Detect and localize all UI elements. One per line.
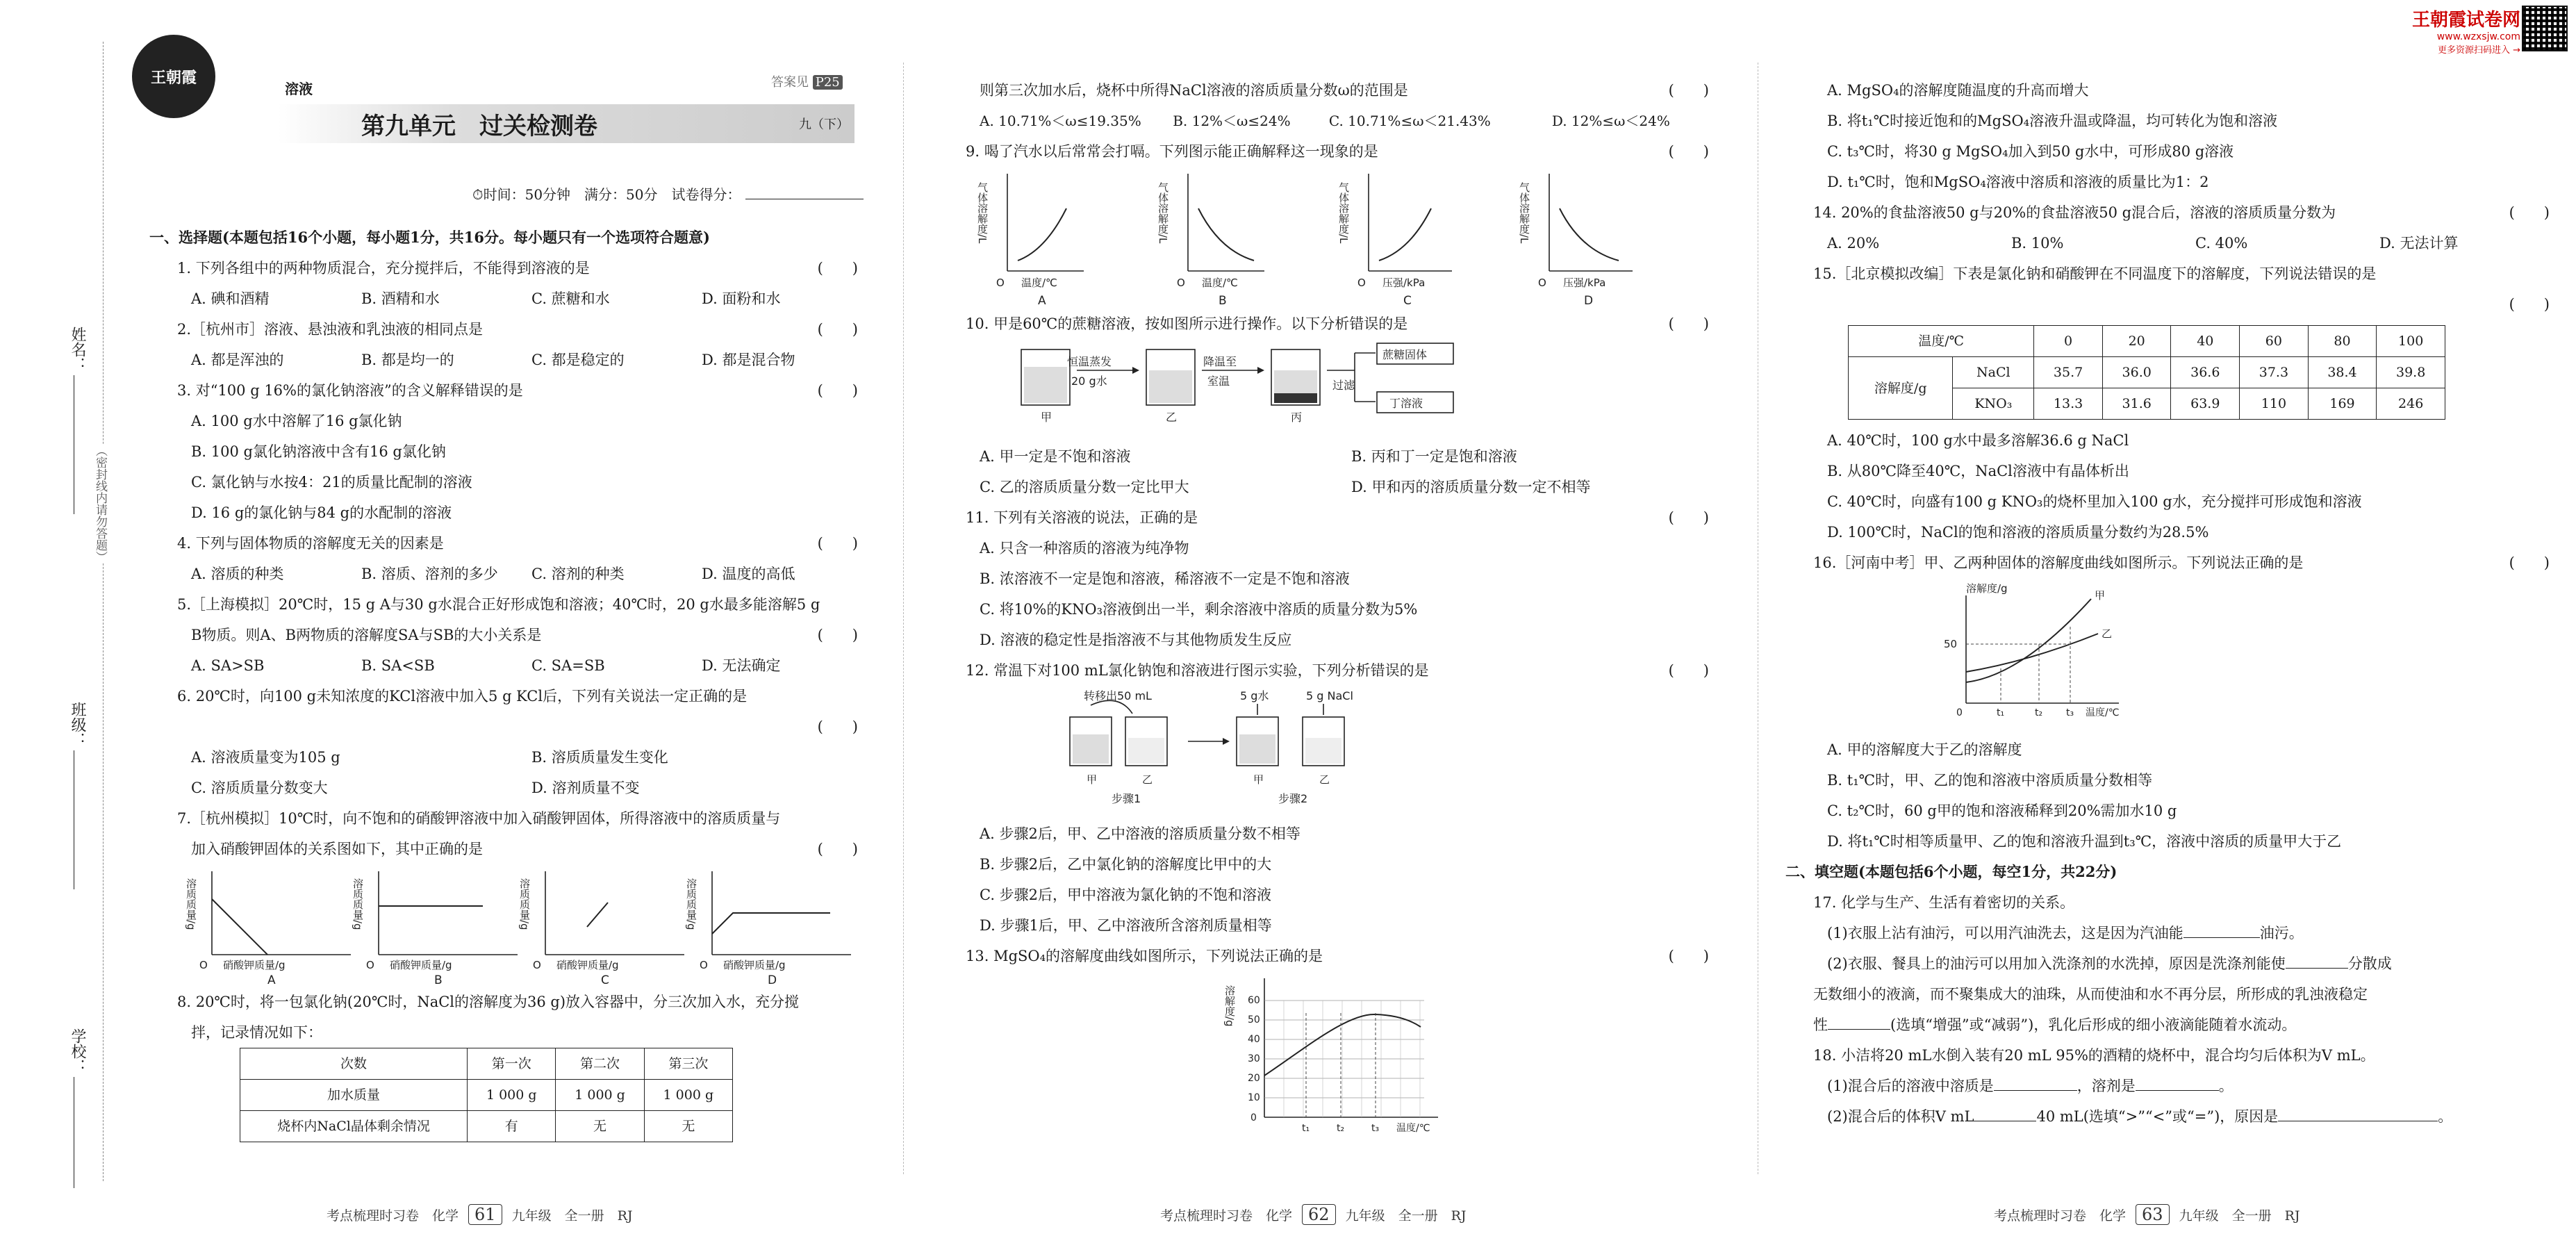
watermark: 王朝霞试卷网 www.wzxsjw.com 更多资源扫码进入 → bbox=[2411, 10, 2520, 56]
fill-blank[interactable] bbox=[2286, 950, 2348, 969]
svg-text:气体溶解度/L: 气体溶解度/L bbox=[1157, 182, 1169, 244]
option[interactable]: B. 10% bbox=[2011, 235, 2064, 252]
question-12: 12. 常温下对100 mL氯化钠饱和溶液进行图示实验，下列分析错误的是 ( ) 转移出50 mL 甲 乙 步骤1 5 g水 5 g NaCl 甲 乙 步骤2 A. 步骤2后，甲、乙中溶液的溶质质量分数不相等 B. 步骤2后，乙中氯化钠的溶解度比甲中的大 C. 步骤2后，甲中溶液为氯化钠的不饱和溶液 D. 步骤1后，甲、乙中溶液所含溶剂质量相等 bbox=[938, 655, 1723, 941]
answer-blank[interactable]: ( ) bbox=[2509, 296, 2550, 313]
question-16: 16.［河南中考］甲、乙两种固体的溶解度曲线如图所示。下列说法正确的是 ( ) 溶解度/g 50 甲 乙 0 t₁ t₂ t₃ 温度/℃ A. 甲的溶解度大于乙的溶解度 B. t₁℃时，甲、乙的饱和溶液中溶质质量分数相等 C. t₂℃时，60 g甲的饱和溶液稀释到20%需加水10 g D. 将t₁℃时相等质量甲、乙的饱和溶液升温到t₃℃，溶液中溶质的质量甲大于乙 bbox=[1785, 548, 2563, 857]
svg-text:恒温蒸发: 恒温蒸发 bbox=[1067, 355, 1112, 368]
svg-text:40: 40 bbox=[1248, 1034, 1260, 1045]
question-4: 4. 下列与固体物质的溶解度无关的因素是 ( ) A. 溶质的种类 B. 溶质、溶剂的多少 C. 溶剂的种类 D. 温度的高低 bbox=[149, 528, 872, 589]
svg-text:气体溶解度/L: 气体溶解度/L bbox=[1518, 182, 1530, 244]
svg-text:气体溶解度/L: 气体溶解度/L bbox=[1337, 182, 1350, 244]
option[interactable]: B. 丙和丁一定是饱和溶液 bbox=[1351, 448, 1517, 465]
seal-notice: （密封线内请勿答题） bbox=[92, 445, 109, 563]
question-2: 2.［杭州市］溶液、悬浊液和乳浊液的相同点是 ( ) A. 都是浑浊的 B. 都是均一的 C. 都是稳定的 D. 都是混合物 bbox=[149, 314, 872, 375]
option[interactable]: C. 乙的溶质质量分数一定比甲大 bbox=[980, 479, 1189, 495]
section-heading-1: 一、选择题(本题包括16个小题，每小题1分，共16分。每小题只有一个选项符合题意) bbox=[149, 229, 710, 246]
question-18: 18. 小洁将20 mL水倒入装有20 mL 95%的酒精的烧杯中，混合均匀后体积为V mL。 (1)混合后的溶液中溶质是 ，溶剂是 。 (2)混合后的体积V mL 40 mL(选填“>”“<”或“=”)，原因是 。 bbox=[1813, 1047, 2453, 1125]
answer-blank[interactable]: ( ) bbox=[817, 718, 858, 735]
answer-blank[interactable]: ( ) bbox=[817, 535, 858, 552]
option[interactable]: C. t₃℃时，将30 g MgSO₄加入到50 g水中，可形成80 g溶液 bbox=[1827, 143, 2234, 160]
answer-blank[interactable]: ( ) bbox=[817, 321, 858, 338]
svg-text:O: O bbox=[366, 959, 374, 971]
answer-blank[interactable]: ( ) bbox=[1668, 948, 1709, 964]
question-7: 7.［杭州模拟］10℃时，向不饱和的硝酸钾溶液中加入硝酸钾固体，所得溶液中的溶质质量与 加入硝酸钾固体的关系图如下，其中正确的是 ( ) 溶质质量/g O 硝酸钾质量/g A 溶质质量/g O 硝酸钾质量/g B 溶质质量/g O 硝酸钾质量/g C 溶质质量/g O 硝酸钾质量/g D bbox=[149, 803, 872, 987]
page-62 bbox=[889, 0, 1744, 1243]
option[interactable]: A. 碘和酒精 bbox=[191, 290, 270, 307]
option[interactable]: A. 都是浑浊的 bbox=[191, 352, 284, 368]
svg-text:温度/℃: 温度/℃ bbox=[1021, 277, 1057, 289]
svg-text:t₂: t₂ bbox=[2035, 707, 2043, 718]
svg-text:乙: 乙 bbox=[1166, 411, 1178, 424]
question-9: 9. 喝了汽水以后常常会打嗝。下列图示能正确解释这一现象的是 ( ) 气体溶解度/L O 温度/℃ A 气体溶解度/L O 温度/℃ B 气体溶解度/L O 压强/kPa C 气体溶解度/L O 压强/kPa D bbox=[938, 136, 1723, 308]
option[interactable]: B. 12%＜ω≤24% bbox=[1173, 113, 1291, 129]
svg-text:B: B bbox=[1219, 294, 1227, 308]
option[interactable]: B. SA<SB bbox=[361, 657, 435, 674]
answer-page: P25 bbox=[813, 75, 843, 90]
svg-text:O: O bbox=[700, 959, 708, 971]
option[interactable]: D. 无法确定 bbox=[702, 657, 781, 674]
answer-blank[interactable]: ( ) bbox=[2509, 554, 2550, 571]
question-10: 10. 甲是60℃的蔗糖溶液，按如图所示进行操作。以下分析错误的是 ( ) 恒温蒸发 20 g水 降温至 室温 过滤 蔗糖固体 丁溶液 甲 乙 丙 A. 甲一定是不饱和溶液 B. 丙和丁一定是饱和溶液 C. 乙的溶质质量分数一定比甲大 D. 甲和丙的溶质质量分数一定不相等 bbox=[938, 308, 1723, 502]
score-field[interactable] bbox=[745, 181, 864, 199]
svg-text:0: 0 bbox=[1250, 1112, 1257, 1123]
option[interactable]: B. 从80℃降至40℃，NaCl溶液中有晶体析出 bbox=[1827, 463, 2129, 479]
page-number: 61 bbox=[468, 1204, 502, 1225]
answer-blank[interactable]: ( ) bbox=[1668, 143, 1709, 160]
option[interactable]: D. 16 g的氯化钠与84 g的水配制的溶液 bbox=[191, 504, 452, 521]
q7-graphs bbox=[177, 864, 872, 987]
answer-blank[interactable]: ( ) bbox=[1668, 662, 1709, 679]
page-63 bbox=[1744, 0, 2576, 1243]
svg-text:硝酸钾质量/g: 硝酸钾质量/g bbox=[223, 959, 286, 971]
page-title: 第九单元 过关检测卷 bbox=[361, 113, 597, 140]
answer-blank[interactable]: ( ) bbox=[1668, 509, 1709, 526]
graph-a[interactable] bbox=[185, 864, 358, 987]
graph-label: A bbox=[267, 973, 276, 987]
svg-text:甲: 甲 bbox=[1087, 773, 1098, 786]
svg-text:溶解度/g: 溶解度/g bbox=[1966, 582, 2008, 595]
graph-b[interactable] bbox=[352, 864, 525, 987]
svg-text:20: 20 bbox=[1248, 1073, 1260, 1084]
binding-line bbox=[103, 42, 104, 1181]
svg-text:0: 0 bbox=[1956, 707, 1963, 718]
answer-blank[interactable]: ( ) bbox=[817, 841, 858, 857]
option[interactable]: A. 只含一种溶质的溶液为纯净物 bbox=[980, 540, 1189, 557]
exam-info: ⏱时间：50分钟 满分：50分 试卷得分： bbox=[472, 181, 864, 204]
option[interactable]: D. 甲和丙的溶质质量分数一定不相等 bbox=[1351, 479, 1591, 495]
option[interactable]: B. 浓溶液不一定是饱和溶液，稀溶液不一定是不饱和溶液 bbox=[980, 570, 1350, 587]
option[interactable]: D. t₁℃时，饱和MgSO₄溶液中溶质和溶液的质量比为1：2 bbox=[1827, 174, 2209, 190]
graph-d[interactable] bbox=[1518, 167, 1702, 308]
svg-text:O: O bbox=[996, 277, 1005, 289]
graph-ylabel: 溶质质量/g bbox=[185, 878, 197, 930]
answer-blank[interactable]: ( ) bbox=[817, 382, 858, 399]
svg-text:O: O bbox=[533, 959, 541, 971]
svg-text:t₃: t₃ bbox=[2066, 707, 2074, 718]
svg-text:乙: 乙 bbox=[2102, 627, 2113, 640]
svg-text:蔗糖固体: 蔗糖固体 bbox=[1382, 348, 1428, 361]
option[interactable]: C. 将10%的KNO₃溶液倒出一半，剩余溶液中溶质的质量分数为5% bbox=[980, 601, 1418, 618]
column-1 bbox=[149, 222, 872, 1142]
svg-text:硝酸钾质量/g: 硝酸钾质量/g bbox=[556, 959, 619, 971]
option[interactable]: A. 溶液质量变为105 g bbox=[191, 749, 340, 766]
subject-tag: 溶液 bbox=[285, 81, 313, 97]
graph-label: D bbox=[768, 973, 777, 987]
option[interactable]: A. 甲的溶解度大于乙的溶解度 bbox=[1827, 741, 2022, 758]
svg-text:溶解度/g: 溶解度/g bbox=[1223, 985, 1236, 1027]
column-3 bbox=[1785, 75, 2563, 1132]
option[interactable]: A. 步骤2后，甲、乙中溶液的溶质质量分数不相等 bbox=[980, 825, 1301, 842]
option[interactable]: A. 40℃时，100 g水中最多溶解36.6 g NaCl bbox=[1827, 432, 2129, 449]
option[interactable]: D. 温度的高低 bbox=[702, 566, 795, 582]
q8-table: 次数 第一次 第二次 第三次 加水质量 1 000 g 1 000 g 1 000 g 烧杯内NaCl晶体剩余情况 有 无 无 bbox=[240, 1048, 733, 1142]
option[interactable]: D. 无法计算 bbox=[2379, 235, 2459, 252]
q10-diagram bbox=[980, 339, 1674, 431]
option[interactable]: C. 蔗糖和水 bbox=[531, 290, 610, 307]
fill-blank[interactable] bbox=[1828, 1011, 1890, 1030]
footer-62: 考点梳理时习卷 化学 62 九年级 全一册 RJ bbox=[1160, 1205, 1467, 1224]
question-1: 1. 下列各组中的两种物质混合，充分搅拌后，不能得到溶液的是 ( ) A. 碘和酒精 B. 酒精和水 C. 蔗糖和水 D. 面粉和水 bbox=[149, 253, 872, 314]
svg-text:过滤: 过滤 bbox=[1332, 379, 1355, 392]
svg-text:5 g NaCl: 5 g NaCl bbox=[1306, 689, 1353, 702]
graph-ylabel: 溶质质量/g bbox=[352, 878, 364, 930]
svg-text:硝酸钾质量/g: 硝酸钾质量/g bbox=[390, 959, 452, 971]
graph-c[interactable] bbox=[518, 864, 691, 987]
school-label: 学校： bbox=[69, 1028, 86, 1074]
svg-text:t₃: t₃ bbox=[1371, 1123, 1380, 1134]
option[interactable]: C. t₂℃时，60 g甲的饱和溶液稀释到20%需加水10 g bbox=[1827, 802, 2177, 819]
graph-c[interactable] bbox=[1337, 167, 1521, 308]
option[interactable]: A. 溶质的种类 bbox=[191, 566, 284, 582]
option[interactable]: B. 溶质、溶剂的多少 bbox=[361, 566, 498, 582]
svg-text:降温至: 降温至 bbox=[1203, 355, 1237, 368]
option[interactable]: C. 40% bbox=[2195, 235, 2248, 252]
option[interactable]: B. 都是均一的 bbox=[361, 352, 454, 368]
page-number: 63 bbox=[2136, 1204, 2170, 1225]
svg-text:t₁: t₁ bbox=[1302, 1123, 1310, 1134]
option[interactable]: B. 步骤2后，乙中氯化钠的溶解度比甲中的大 bbox=[980, 856, 1272, 873]
option[interactable]: C. 10.71%≤ω＜21.43% bbox=[1328, 113, 1491, 129]
q13-chart bbox=[966, 971, 1660, 1138]
page-divider bbox=[903, 63, 904, 1174]
svg-text:乙: 乙 bbox=[1142, 773, 1153, 786]
svg-text:甲: 甲 bbox=[2095, 589, 2106, 602]
svg-text:温度/℃: 温度/℃ bbox=[1396, 1123, 1430, 1134]
svg-text:温度/℃: 温度/℃ bbox=[1202, 277, 1238, 289]
svg-text:甲: 甲 bbox=[1041, 411, 1052, 424]
table-row: 加水质量 1 000 g 1 000 g 1 000 g bbox=[240, 1080, 733, 1111]
svg-text:50: 50 bbox=[1248, 1014, 1260, 1026]
answer-blank[interactable]: ( ) bbox=[817, 260, 858, 277]
option[interactable]: D. 溶剂质量不变 bbox=[531, 780, 640, 796]
answer-blank[interactable]: ( ) bbox=[1668, 82, 1709, 99]
option[interactable]: A. SA>SB bbox=[191, 657, 265, 674]
option[interactable]: D. 都是混合物 bbox=[702, 352, 795, 368]
option[interactable]: C. 40℃时，向盛有100 g KNO₃的烧杯里加入100 g水，充分搅拌可形成饱和溶液 bbox=[1827, 493, 2362, 510]
fill-blank[interactable] bbox=[1974, 1103, 2036, 1121]
svg-text:转移出50 mL: 转移出50 mL bbox=[1084, 689, 1152, 702]
option[interactable]: C. SA=SB bbox=[531, 657, 605, 674]
qr-code-icon bbox=[2522, 6, 2568, 51]
table-row: 溶解度/g NaCl 35.7 36.0 36.6 37.3 38.4 39.8 bbox=[1849, 357, 2445, 388]
question-8: 8. 20℃时，将一包氯化钠(20℃时，NaCl的溶解度为36 g)放入容器中，分三次加入水，充分搅 拌，记录情况如下： 次数 第一次 第二次 第三次 加水质量 1 000 g 1 000 g 1 000 g 烧杯内NaCl晶体剩余情况 有 无 无 bbox=[149, 987, 872, 1142]
q16-chart bbox=[1813, 578, 2508, 724]
option[interactable]: D. 将t₁℃时相等质量甲、乙的饱和溶液升温到t₃℃，溶液中溶质的质量甲大于乙 bbox=[1827, 833, 2342, 850]
option[interactable]: C. 溶剂的种类 bbox=[531, 566, 625, 582]
footer-63: 考点梳理时习卷 化学 63 九年级 全一册 RJ bbox=[1994, 1205, 2300, 1224]
fill-blank[interactable] bbox=[2136, 1072, 2219, 1091]
column-2: 则第三次加水后，烧杯中所得NaCl溶液的溶质质量分数ω的范围是 ( ) A. 10.71%＜ω≤19.35% B. 12%＜ω≤24% C. 10.71%≤ω＜21.43% D. 12%≤ω＜24% 9. 喝了汽水以后常常会打嗝。下列图示能正确解释这一现象的是 ( ) 气体溶解度/L O 温度/℃ A 气体溶解度/L O 温度/℃ B 气体溶解度/L O 压强/kPa C 气体溶解度/L O 压强/kPa D 10. 甲是60℃的蔗糖溶液，按如图所示进行操作。以下分析错误的是 ( ) 恒温蒸发 20 g水 降温至 室温 过滤 蔗糖固体 丁溶液 甲 乙 丙 A. 甲一定是不饱和溶液 B. 丙和丁一定是饱和溶液 C. 乙的溶质质量分数一定比甲大 D. 甲和丙的溶质质量分数一定不相等 11. 下列有关溶液的说法，正确的是 ( ) A. 只含一种溶质的溶液为纯净物 B. 浓溶液不一定是饱和溶液，稀溶液不一定是不饱和溶液 C. 将10%的KNO₃溶液倒出一半，剩余溶液中溶质的质量分数为5% D. 溶液的稳定性是指溶液不与其他物质发生反应 12. 常温下对100 mL氯化钠饱和溶液进行图示实验，下列分析错误的是 ( ) 转移出50 mL 甲 乙 步骤1 5 g水 5 g NaCl 甲 乙 步骤2 A. 步骤2后，甲、乙中溶液的溶质质量分数不相等 B. 步骤2后，乙中氯化钠的溶解度比甲中的大 C. 步骤2后，甲中溶液为氯化钠的不饱和溶液 D. 步骤1后，甲、乙中溶液所含溶剂质量相等 13. MgSO₄的溶解度曲线如图所示，下列说法正确的是 ( ) 溶解度/g 0 10 20 30 40 50 60 t₁ t₂ t₃ 温度/℃ bbox=[938, 75, 1723, 1149]
graph-label: B bbox=[434, 973, 443, 987]
option[interactable]: D. 12%≤ω＜24% bbox=[1551, 113, 1670, 129]
option[interactable]: B. 100 g氯化钠溶液中含有16 g氯化钠 bbox=[191, 443, 446, 460]
option[interactable]: A. 甲一定是不饱和溶液 bbox=[980, 448, 1131, 465]
answer-blank[interactable]: ( ) bbox=[2509, 204, 2550, 221]
page-number: 62 bbox=[1302, 1204, 1336, 1225]
graph-ylabel: 溶质质量/g bbox=[685, 878, 697, 930]
table-row: 烧杯内NaCl晶体剩余情况 有 无 无 bbox=[240, 1111, 733, 1142]
svg-text:O: O bbox=[1357, 277, 1366, 289]
option[interactable]: C. 步骤2后，甲中溶液为氯化钠的不饱和溶液 bbox=[980, 887, 1272, 903]
option[interactable]: A. 100 g水中溶解了16 g氯化钠 bbox=[191, 413, 402, 429]
svg-text:t₁: t₁ bbox=[1997, 707, 2005, 718]
brand-logo: 王朝霞 bbox=[132, 35, 215, 118]
option[interactable]: B. 酒精和水 bbox=[361, 290, 440, 307]
svg-text:气体溶解度/L: 气体溶解度/L bbox=[976, 182, 989, 244]
q12-diagram bbox=[980, 686, 1674, 808]
name-label: 姓名： bbox=[69, 327, 86, 372]
option[interactable]: B. 溶质质量发生变化 bbox=[531, 749, 668, 766]
q15-table: 温度/℃ 0 20 40 60 80 100 溶解度/g NaCl 35.7 36.0 36.6 37.3 38.4 39.8 KNO₃ 13.3 31.6 63.9 110 169 246 bbox=[1848, 325, 2445, 420]
answer-blank[interactable]: ( ) bbox=[1668, 315, 1709, 332]
option[interactable]: A. 10.71%＜ω≤19.35% bbox=[980, 113, 1141, 129]
svg-text:硝酸钾质量/g: 硝酸钾质量/g bbox=[723, 959, 786, 971]
option[interactable]: B. 将t₁℃时接近饱和的MgSO₄溶液升温或降温，均可转化为饱和溶液 bbox=[1827, 113, 2278, 129]
option[interactable]: D. 步骤1后，甲、乙中溶液所含溶剂质量相等 bbox=[980, 917, 1272, 934]
question-14: 14. 20%的食盐溶液50 g与20%的食盐溶液50 g混合后，溶液的溶质质量分数为 ( ) A. 20% B. 10% C. 40% D. 无法计算 bbox=[1785, 197, 2563, 258]
section-heading-2: 二、填空题(本题包括6个小题，每空1分，共22分) bbox=[1785, 863, 2117, 880]
graph-d[interactable] bbox=[685, 864, 858, 987]
svg-text:t₂: t₂ bbox=[1337, 1123, 1345, 1134]
question-5: 5.［上海模拟］20℃时，15 g A与30 g水混合正好形成饱和溶液；40℃时，20 g水最多能溶解5 g B物质。则A、B两物质的溶解度SA与SB的大小关系是 ( ) A. SA>SB B. SA<SB C. SA=SB D. 无法确定 bbox=[149, 589, 872, 681]
option[interactable]: C. 氯化钠与水按4：21的质量比配制的溶液 bbox=[191, 474, 472, 491]
option[interactable]: D. 面粉和水 bbox=[702, 290, 781, 307]
option[interactable]: C. 都是稳定的 bbox=[531, 352, 625, 368]
option[interactable]: D. 100℃时，NaCl的饱和溶液的溶质质量分数约为28.5% bbox=[1827, 524, 2209, 541]
question-6: 6. 20℃时，向100 g未知浓度的KCl溶液中加入5 g KCl后，下列有关说法一定正确的是 ( ) A. 溶液质量变为105 g B. 溶质质量发生变化 C. 溶质质量分数变大 D. 溶剂质量不变 bbox=[149, 681, 872, 803]
answer-ref: 答案见 P25 bbox=[771, 72, 843, 90]
grade-tag: 九（下） bbox=[799, 117, 849, 132]
graph-label: C bbox=[601, 973, 609, 987]
question-17: 17. 化学与生产、生活有着密切的关系。 (1)衣服上沾有油污，可以用汽油洗去，这是因为汽油能 油污。 (2)衣服、餐具上的油污可以用加入洗涤剂的水洗掉，原因是洗涤剂能使 分散成 无数细小的液滴，而不聚集成大的油珠，从而使油和水不再分层，所形成的乳浊液稳定 性 (选填“增强”或“减弱”)，乳化后形成的细小液滴能随着水流动。 bbox=[1813, 894, 2392, 1033]
svg-text:5 g水: 5 g水 bbox=[1240, 689, 1269, 702]
svg-text:30: 30 bbox=[1248, 1053, 1260, 1064]
page-61 bbox=[0, 0, 889, 1243]
svg-text:压强/kPa: 压强/kPa bbox=[1382, 277, 1426, 289]
table-row: KNO₃ 13.3 31.6 63.9 110 169 246 bbox=[1849, 388, 2445, 420]
svg-text:丁溶液: 丁溶液 bbox=[1389, 397, 1423, 410]
question-3: 3. 对“100 g 16%的氯化钠溶液”的含义解释错误的是 ( ) A. 100 g水中溶解了16 g氯化钠 B. 100 g氯化钠溶液中含有16 g氯化钠 C. 氯化钠与水按4：21的质量比配制的溶液 D. 16 g的氯化钠与84 g的水配制的溶液 bbox=[149, 375, 872, 528]
class-label: 班级： bbox=[69, 702, 86, 748]
fill-blank[interactable] bbox=[2183, 919, 2260, 938]
svg-text:10: 10 bbox=[1248, 1092, 1260, 1103]
svg-text:50: 50 bbox=[1944, 638, 1958, 650]
svg-text:O: O bbox=[1538, 277, 1546, 289]
question-15: 15.［北京模拟改编］下表是氯化钠和硝酸钾在不同温度下的溶解度，下列说法错误的是 ( ) 温度/℃ 0 20 40 60 80 100 溶解度/g NaCl 35.7 36.0 36.6 37.3 38.4 39.8 KNO₃ 13.3 31.6 63.9 110 169 246 A. 40℃时，100 g水中最多溶解36.6 g NaCl B. 从80℃降至40℃，NaCl溶液中有晶体析出 C. 40℃时，向盛有100 g KNO₃的烧杯里加入100 g水，充分搅拌可形成饱和溶液 D. 100℃时，NaCl的饱和溶液的溶质质量分数约为28.5% bbox=[1785, 258, 2563, 548]
svg-text:D: D bbox=[1584, 294, 1594, 308]
svg-text:步骤2: 步骤2 bbox=[1278, 792, 1308, 805]
option[interactable]: B. t₁℃时，甲、乙的饱和溶液中溶质质量分数相等 bbox=[1827, 772, 2153, 789]
svg-text:O: O bbox=[199, 959, 208, 971]
graph-ylabel: 溶质质量/g bbox=[518, 878, 531, 930]
option[interactable]: D. 溶液的稳定性是指溶液不与其他物质发生反应 bbox=[980, 632, 1292, 648]
graph-a[interactable] bbox=[976, 167, 1160, 308]
option[interactable]: A. MgSO₄的溶解度随温度的升高而增大 bbox=[1827, 82, 2089, 99]
svg-text:20 g水: 20 g水 bbox=[1071, 374, 1107, 388]
footer-61: 考点梳理时习卷 化学 61 九年级 全一册 RJ bbox=[327, 1205, 633, 1224]
svg-text:压强/kPa: 压强/kPa bbox=[1563, 277, 1606, 289]
question-13: 13. MgSO₄的溶解度曲线如图所示，下列说法正确的是 ( ) 溶解度/g 0 10 20 30 40 50 60 t₁ t₂ t₃ 温度/℃ bbox=[938, 941, 1723, 1149]
svg-text:C: C bbox=[1403, 294, 1412, 308]
svg-text:丙: 丙 bbox=[1291, 411, 1303, 424]
svg-text:步骤1: 步骤1 bbox=[1112, 792, 1141, 805]
svg-text:60: 60 bbox=[1248, 995, 1260, 1006]
svg-text:A: A bbox=[1038, 294, 1046, 308]
fill-blank[interactable] bbox=[2278, 1103, 2438, 1121]
option[interactable]: C. 溶质质量分数变大 bbox=[191, 780, 328, 796]
svg-text:室温: 室温 bbox=[1207, 374, 1230, 388]
svg-text:温度/℃: 温度/℃ bbox=[2086, 707, 2120, 718]
question-11: 11. 下列有关溶液的说法，正确的是 ( ) A. 只含一种溶质的溶液为纯净物 B. 浓溶液不一定是饱和溶液，稀溶液不一定是不饱和溶液 C. 将10%的KNO₃溶液倒出一半，剩余溶液中溶质的质量分数为5% D. 溶液的稳定性是指溶液不与其他物质发生反应 bbox=[938, 502, 1723, 655]
svg-text:O: O bbox=[1177, 277, 1185, 289]
svg-text:甲: 甲 bbox=[1253, 773, 1264, 786]
answer-blank[interactable]: ( ) bbox=[817, 627, 858, 643]
graph-b[interactable] bbox=[1157, 167, 1341, 308]
svg-text:乙: 乙 bbox=[1319, 773, 1330, 786]
fill-blank[interactable] bbox=[1994, 1072, 2077, 1091]
option[interactable]: A. 20% bbox=[1827, 235, 1880, 252]
